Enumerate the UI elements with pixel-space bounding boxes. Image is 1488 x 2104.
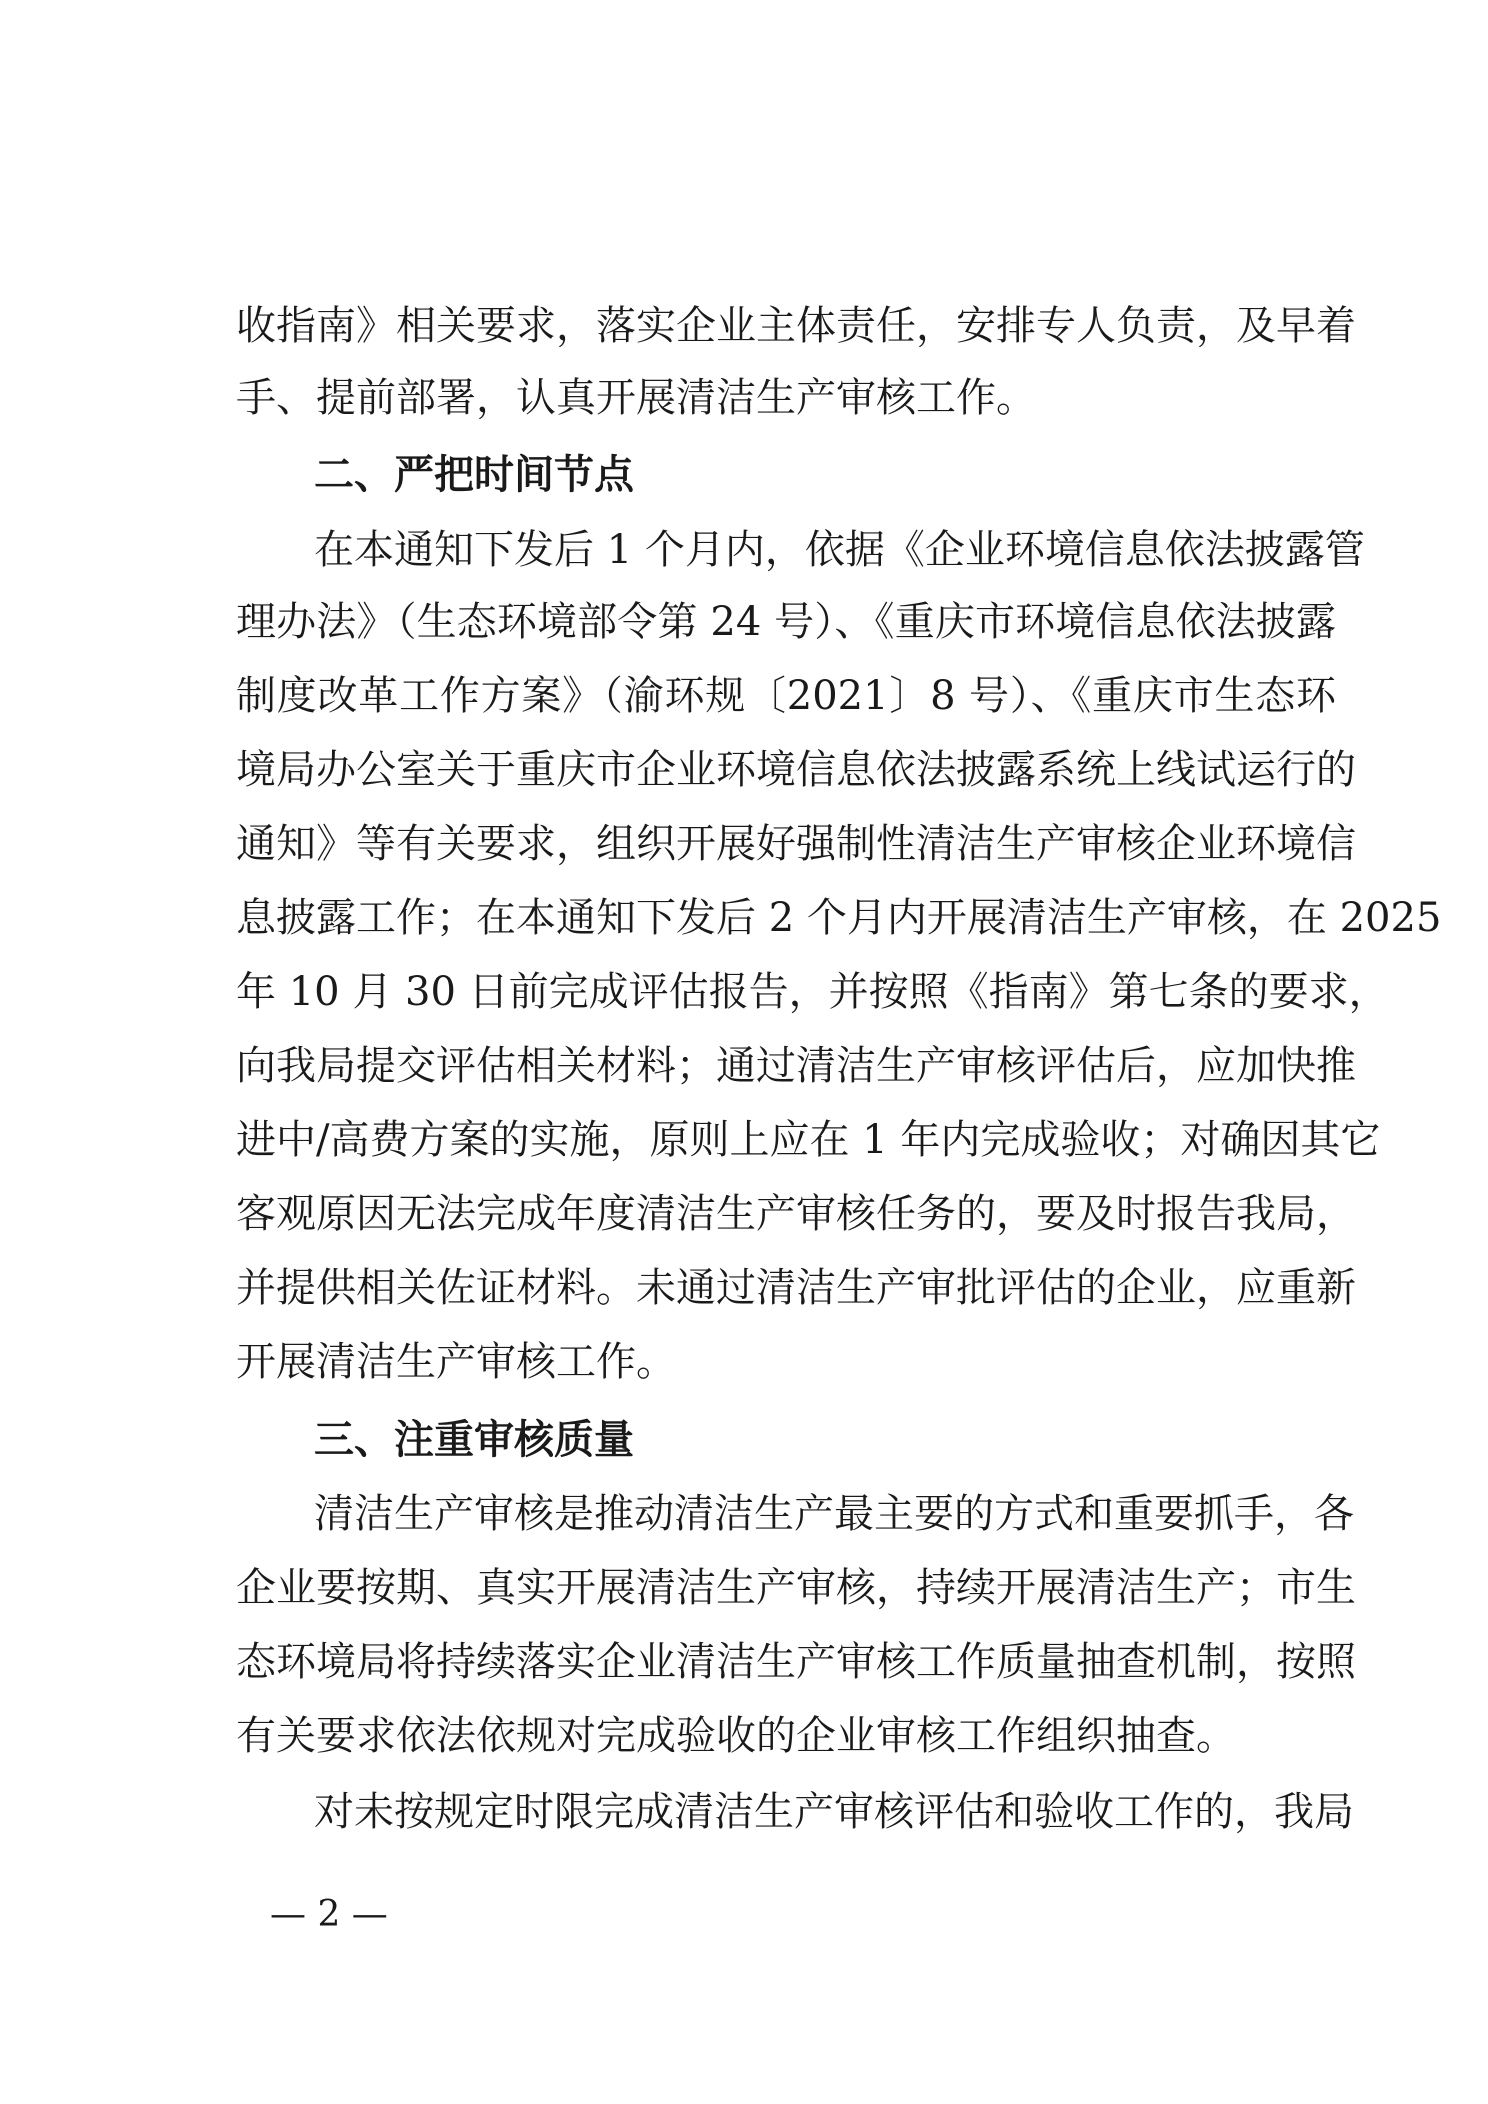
body-text-line: 在本通知下发后 1 个月内，依据《企业环境信息依法披露管 [314,527,1365,573]
body-text-line: 手、提前部署，认真开展清洁生产审核工作。 [236,375,1036,421]
body-text-line: 年 10 月 30 日前完成评估报告，并按照《指南》第七条的要求， [236,969,1389,1015]
body-text-line: 通知》等有关要求，组织开展好强制性清洁生产审核企业环境信 [236,821,1356,867]
body-text-line: 开展清洁生产审核工作。 [236,1339,676,1385]
section-heading-3: 三、注重审核质量 [314,1417,634,1463]
body-text-line: 境局办公室关于重庆市企业环境信息依法披露系统上线试运行的 [236,747,1356,793]
section-heading-2: 二、严把时间节点 [314,452,634,498]
body-text-line: 收指南》相关要求，落实企业主体责任，安排专人负责，及早着 [236,303,1356,349]
body-text-line: 对未按规定时限完成清洁生产审核评估和验收工作的，我局 [314,1789,1354,1835]
page-number: — 2 — [270,1894,388,1935]
body-text-line: 清洁生产审核是推动清洁生产最主要的方式和重要抓手，各 [314,1491,1354,1537]
body-text-line: 理办法》（生态环境部令第 24 号）、《重庆市环境信息依法披露 [236,599,1336,645]
body-text-line: 制度改革工作方案》（渝环规〔2021〕8 号）、《重庆市生态环 [236,673,1336,719]
body-text-line: 并提供相关佐证材料。未通过清洁生产审批评估的企业，应重新 [236,1265,1356,1311]
body-text-line: 客观原因无法完成年度清洁生产审核任务的，要及时报告我局， [236,1191,1356,1237]
body-text-line: 企业要按期、真实开展清洁生产审核，持续开展清洁生产；市生 [236,1565,1356,1611]
body-text-line: 息披露工作；在本通知下发后 2 个月内开展清洁生产审核，在 2025 [236,895,1442,941]
body-text-line: 进中/高费方案的实施，原则上应在 1 年内完成验收；对确因其它 [236,1117,1381,1163]
body-text-line: 有关要求依法依规对完成验收的企业审核工作组织抽查。 [236,1713,1236,1759]
body-text-line: 态环境局将持续落实企业清洁生产审核工作质量抽查机制，按照 [236,1639,1356,1685]
body-text-line: 向我局提交评估相关材料；通过清洁生产审核评估后，应加快推 [236,1043,1356,1089]
